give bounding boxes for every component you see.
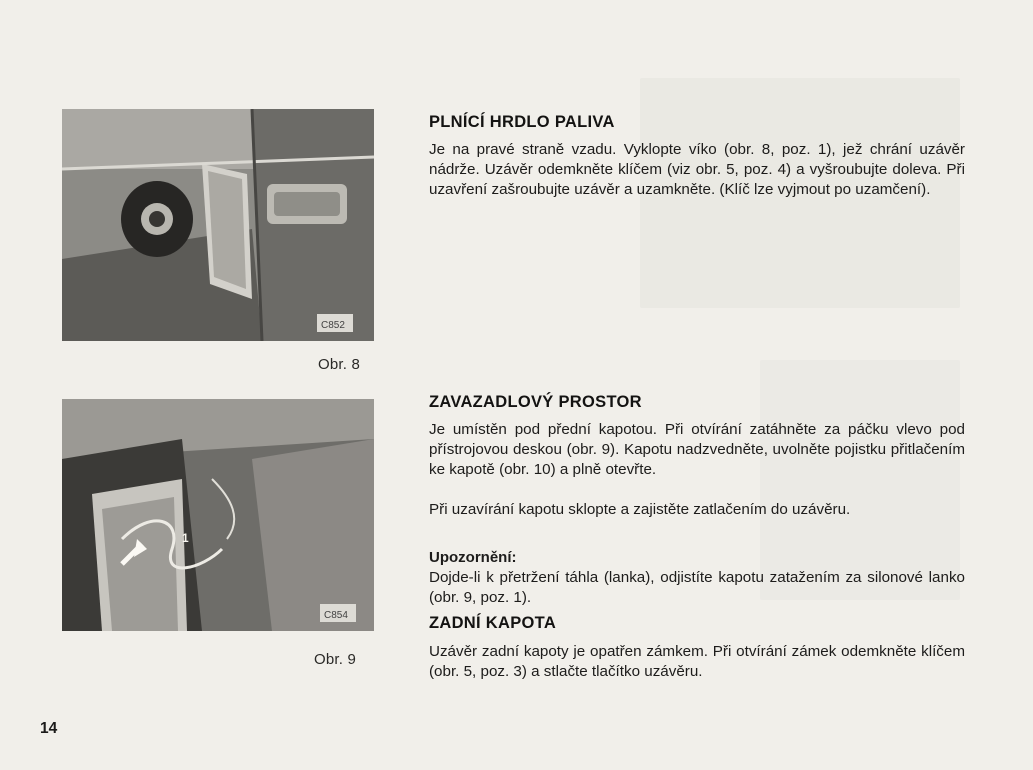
- figure-8-photo: [62, 109, 374, 341]
- luggage-text-closing: Při uzavírání kapotu sklopte a zajistěte zatlačením do uzávěru.: [429, 501, 851, 518]
- figure-9-caption: Obr. 9: [314, 651, 357, 668]
- fuel-filler-heading: PLNÍCÍ HRDLO PALIVA: [429, 113, 615, 131]
- fuel-filler-text: Je na pravé straně vzadu. Vyklopte víko (obr. 8, poz. 1), jež chrání uzávěr nádrže. Uzávěr odemkněte klíčem (viz obr. 5, poz. 4) a vyšroubujte doleva. Při uzavření zašroubujte uzávěr a uzamkněte. (Klíč lze vyjmout po uzamčení).: [429, 141, 965, 198]
- figure-8-code: C852: [321, 320, 345, 331]
- warning-text: Dojde-li k přetržení táhla (lanka), odjistíte kapotu zatažením za silonové lanko (obr. 9, poz. 1).: [429, 569, 965, 606]
- figure-9-marker: 1: [182, 531, 189, 545]
- rear-hood-text: Uzávěr zadní kapoty je opatřen zámkem. Při otvírání zámek odemkněte klíčem (obr. 5, poz. 3) a stlačte tlačítko uzávěru.: [429, 643, 965, 680]
- warning-label: Upozornění:: [429, 549, 517, 566]
- page-number: 14: [40, 720, 58, 737]
- fuel-filler-photo: [62, 109, 374, 341]
- figure-8-caption: Obr. 8: [318, 356, 361, 373]
- luggage-text-opening: Je umístěn pod přední kapotou. Při otvírání zatáhněte za páčku vlevo pod přístrojovou deskou (obr. 9). Kapotu nadzvedněte, uvolněte pojistku přitlačením ke kapotě (obr. 10) a plně otevřte.: [429, 421, 965, 478]
- luggage-heading: ZAVAZADLOVÝ PROSTOR: [429, 393, 642, 411]
- rear-hood-heading: ZADNÍ KAPOTA: [429, 614, 557, 632]
- figure-9-code: C854: [324, 610, 348, 621]
- hood-release-photo: [62, 399, 374, 631]
- show-through-right-bottom: [760, 360, 960, 600]
- figure-9-photo: [62, 399, 374, 631]
